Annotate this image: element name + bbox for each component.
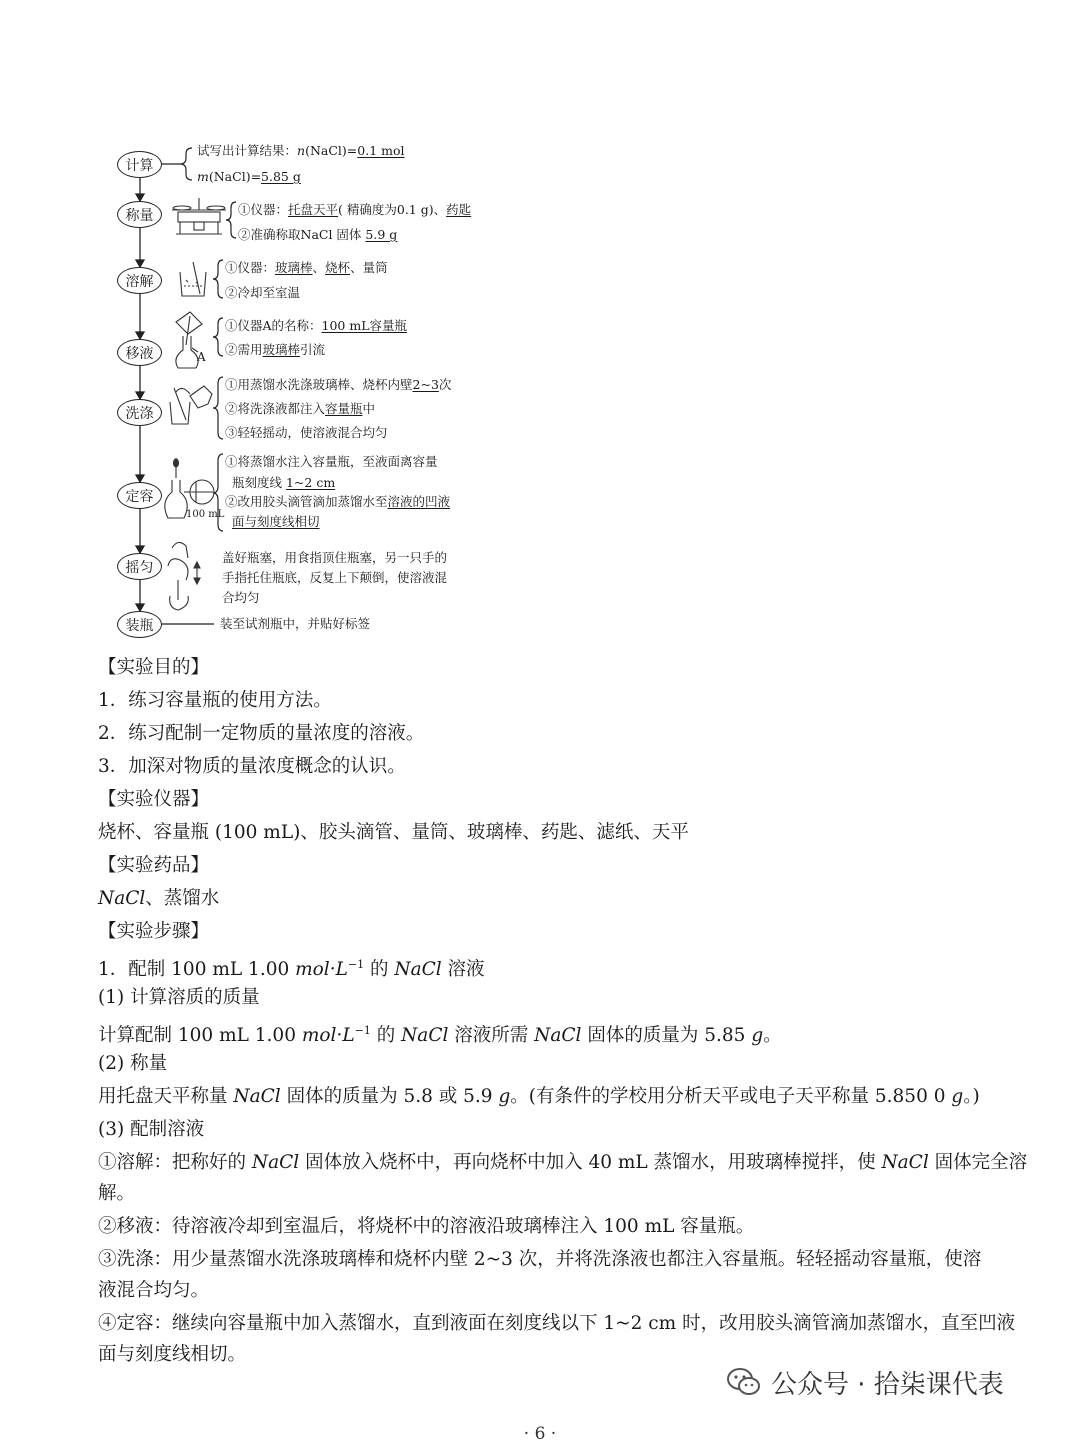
weigh-line-1: ①仪器：托盘天平( 精确度为0.1 g)、药匙 xyxy=(238,202,472,217)
bottle-line: 装至试剂瓶中，并贴好标签 xyxy=(220,616,371,631)
fix-line-3: ②改用胶头滴管滴加蒸馏水至溶液的凹液 xyxy=(225,494,451,509)
reagent-list: NaCl、蒸馏水 xyxy=(98,888,220,909)
step-calculate: 计算 xyxy=(117,151,162,178)
transfer-line-1: ①仪器A的名称：100 mL容量瓶 xyxy=(225,318,408,333)
flask-volume-label: 100 mL xyxy=(186,509,225,520)
weigh-line-2: ②准确称取NaCl 固体 5.9 g xyxy=(238,227,398,242)
fix-line-1: ①将蒸馏水注入容量瓶，至液面离容量 xyxy=(225,454,438,469)
wash-sentence-1: ③洗涤：用少量蒸馏水洗涤玻璃棒和烧杯内壁 2~3 次，并将洗涤液也都注入容量瓶。轻轻摇动容量瓶，使溶 xyxy=(98,1249,982,1270)
transfer-line-2: ②需用玻璃棒引流 xyxy=(225,342,326,357)
wash-line-3: ③轻轻摇动，使溶液混合均匀 xyxy=(225,425,388,440)
step-bottle: 装瓶 xyxy=(117,611,162,638)
step-1-title: 1．配制 100 mL 1.00 $mol\cdot L^{-1}$ 的 NaCl 溶液 xyxy=(98,958,485,981)
brand-text: 公众号 · 拾柒课代表 xyxy=(771,1369,1004,1400)
step-fix-volume: 定容 xyxy=(117,482,162,509)
dissolve-sentence-1: ①溶解：把称好的 NaCl 固体放入烧杯中，再向烧杯中加入 40 mL 蒸馏水，用玻璃棒搅拌，使 NaCl 固体完全溶 xyxy=(98,1152,1028,1173)
heading-steps: 【实验步骤】 xyxy=(98,921,210,942)
step-wash: 洗涤 xyxy=(117,399,162,426)
fix-sentence-1: ④定容：继续向容量瓶中加入蒸馏水，直到液面在刻度线以下 1~2 cm 时，改用胶头滴管滴加蒸馏水，直至凹液 xyxy=(98,1313,1016,1334)
beaker-rod-icon xyxy=(180,262,206,296)
fix-line-2: 瓶刻度线 1~2 cm xyxy=(232,475,336,490)
weigh-sentence: 用托盘天平称量 NaCl 固体的质量为 5.8 或 5.9 g。(有条件的学校用分析天平或电子天平称量 5.850 0 g。) xyxy=(98,1086,980,1107)
sub-step-1: (1) 计算溶质的质量 xyxy=(98,987,260,1008)
calc-sentence: 计算配制 100 mL 1.00 $mol\cdot L^{-1}$ 的 NaCl 溶液所需 NaCl 固体的质量为 5.85 g。 xyxy=(98,1024,782,1047)
step-transfer: 移液 xyxy=(117,339,162,366)
wechat-icon xyxy=(727,1367,761,1397)
heading-apparatus: 【实验仪器】 xyxy=(98,789,210,810)
shake-line-1: 盖好瓶塞，用食指顶住瓶塞，另一只手的 xyxy=(222,550,448,565)
step-weigh: 称量 xyxy=(117,201,162,228)
flask-label-a: A xyxy=(197,350,206,364)
purpose-item-1: 1．练习容量瓶的使用方法。 xyxy=(98,690,332,711)
heading-purpose: 【实验目的】 xyxy=(98,657,210,678)
purpose-item-2: 2．练习配制一定物质的量浓度的溶液。 xyxy=(98,723,425,744)
shake-line-3: 合均匀 xyxy=(222,590,260,605)
step-shake: 摇匀 xyxy=(117,553,162,580)
calc-line-2: m(NaCl)=5.85 g xyxy=(197,169,301,184)
fix-sentence-2: 面与刻度线相切。 xyxy=(98,1344,247,1365)
calc-line-1: 试写出计算结果：n(NaCl)=0.1 mol xyxy=(197,143,405,158)
dissolve-line-2: ②冷却至室温 xyxy=(225,285,301,300)
step-dissolve: 溶解 xyxy=(117,267,162,294)
heading-reagents: 【实验药品】 xyxy=(98,855,210,876)
wash-line-1: ①用蒸馏水洗涤玻璃棒、烧杯内壁2~3次 xyxy=(225,377,452,392)
wash-sentence-2: 液混合均匀。 xyxy=(98,1280,210,1301)
dissolve-sentence-2: 解。 xyxy=(98,1183,136,1204)
wash-line-2: ②将洗涤液都注入容量瓶中 xyxy=(225,401,376,416)
wash-pour-icon xyxy=(170,386,212,424)
wechat-brand xyxy=(727,1357,1004,1407)
sub-step-2: (2) 称量 xyxy=(98,1053,168,1074)
fix-line-4: 面与刻度线相切 xyxy=(232,514,320,529)
apparatus-list: 烧杯、容量瓶 (100 mL)、胶头滴管、量筒、玻璃棒、药匙、滤纸、天平 xyxy=(98,822,689,843)
transfer-sentence: ②移液：待溶液冷却到室温后，将烧杯中的溶液沿玻璃棒注入 100 mL 容量瓶。 xyxy=(98,1216,755,1237)
dissolve-line-1: ①仪器：玻璃棒、烧杯、量筒 xyxy=(225,260,388,275)
shake-line-2: 手指托住瓶底，反复上下颠倒，使溶液混 xyxy=(222,570,448,585)
shake-flask-icon xyxy=(168,542,200,610)
page-number: · 6 · xyxy=(523,1424,557,1444)
balance-icon xyxy=(172,198,226,234)
sub-step-3: (3) 配制溶液 xyxy=(98,1119,205,1140)
purpose-item-3: 3．加深对物质的量浓度概念的认识。 xyxy=(98,756,406,777)
